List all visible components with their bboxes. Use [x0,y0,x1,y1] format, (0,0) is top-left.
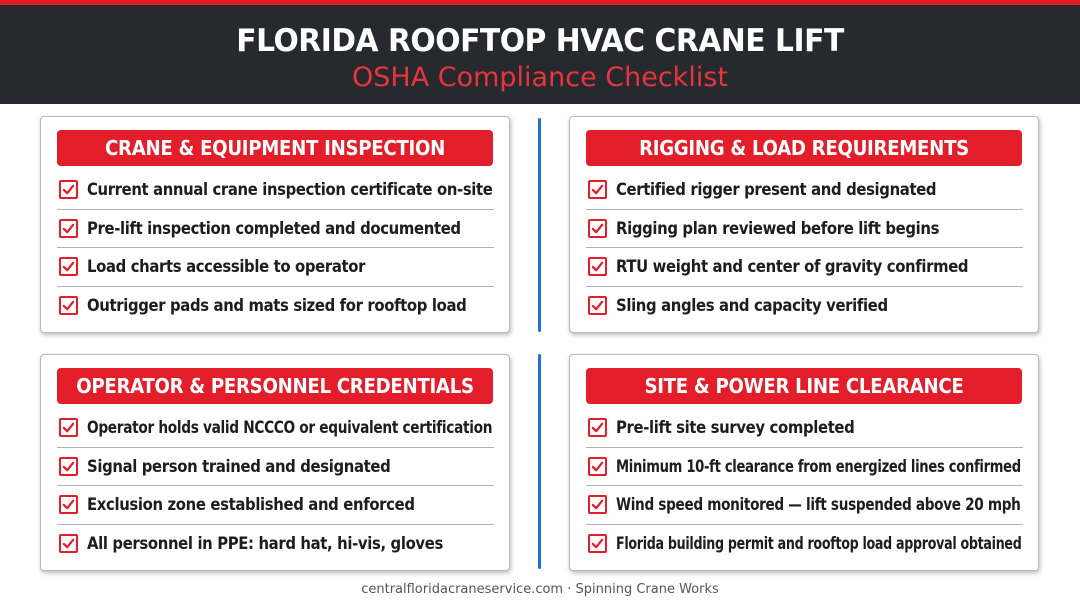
checklist-item-label: Rigging plan reviewed before lift begins [616,218,940,238]
checkbox-checked-icon[interactable] [588,219,607,238]
checklist-item[interactable] [57,210,494,249]
checkbox-checked-icon[interactable] [588,418,607,437]
checkbox-checked-icon[interactable] [59,418,78,437]
checklist-item-label: All personnel in PPE: hard hat, hi-vis, gloves [87,534,443,554]
checklist-item[interactable] [586,409,1023,448]
checklist-item-label: Outrigger pads and mats sized for rooftop load [87,296,467,316]
section-card-operator-personnel [40,354,510,571]
checklist-item-label: Signal person trained and designated [87,456,391,476]
checkbox-checked-icon[interactable] [59,534,78,553]
section-card-crane-equipment [40,116,510,333]
column-divider-bottom [538,354,541,569]
checkbox-checked-icon[interactable] [59,457,78,476]
checkbox-checked-icon[interactable] [59,296,78,315]
checklist-item[interactable] [586,248,1023,287]
checklist-item[interactable] [57,525,494,564]
checklist-item-label: Exclusion zone established and enforced [87,495,415,515]
checklist-item[interactable] [586,287,1023,326]
section-card-site-power-line [569,354,1039,571]
checklist-item-label: Sling angles and capacity verified [616,296,888,316]
checkbox-checked-icon[interactable] [59,219,78,238]
checklist-item[interactable] [57,409,494,448]
checklist-item[interactable] [586,171,1023,210]
section-card-rigging-load [569,116,1039,333]
checklist-item[interactable] [57,248,494,287]
section-title: CRANE & EQUIPMENT INSPECTION [57,130,493,166]
checklist-item-label: Operator holds valid NCCCO or equivalent certification [87,418,493,438]
page-title: FLORIDA ROOFTOP HVAC CRANE LIFT [236,23,844,59]
section-title: OPERATOR & PERSONNEL CREDENTIALS [57,368,493,404]
checkbox-checked-icon[interactable] [59,495,78,514]
section-title: SITE & POWER LINE CLEARANCE [586,368,1022,404]
checklist [57,409,494,563]
checklist-item[interactable] [586,448,1023,487]
checklist-item[interactable] [57,171,494,210]
checklist [586,409,1023,563]
checklist-item-label: Pre-lift site survey completed [616,418,855,438]
checklist-item-label: Florida building permit and rooftop load approval obtained [616,534,1022,554]
checkbox-checked-icon[interactable] [59,257,78,276]
checkbox-checked-icon[interactable] [588,534,607,553]
column-divider-top [538,118,541,332]
page-header [0,0,1080,104]
checkbox-checked-icon[interactable] [588,180,607,199]
checklist [57,171,494,325]
checklist-item-label: Load charts accessible to operator [87,257,366,277]
checklist-item-label: Wind speed monitored — lift suspended above 20 mph [616,495,1021,515]
checklist-item[interactable] [586,486,1023,525]
checklist-item-label: Certified rigger present and designated [616,180,937,200]
checklist-item[interactable] [57,486,494,525]
checklist-item-label: RTU weight and center of gravity confirmed [616,257,969,277]
section-title: RIGGING & LOAD REQUIREMENTS [586,130,1022,166]
checkbox-checked-icon[interactable] [588,296,607,315]
checklist-item[interactable] [57,448,494,487]
checkbox-checked-icon[interactable] [59,180,78,199]
checklist-item[interactable] [586,210,1023,249]
checkbox-checked-icon[interactable] [588,495,607,514]
checklist-item-label: Pre-lift inspection completed and documented [87,218,461,238]
checklist-item-label: Minimum 10-ft clearance from energized lines confirmed [616,456,1021,476]
footer-credit[interactable]: centralfloridacraneservice.com · Spinning Crane Works [361,582,719,597]
checkbox-checked-icon[interactable] [588,257,607,276]
checklist-item[interactable] [57,287,494,326]
page-subtitle: OSHA Compliance Checklist [352,62,728,93]
checklist-item[interactable] [586,525,1023,564]
checklist [586,171,1023,325]
checklist-item-label: Current annual crane inspection certificate on-site [87,180,493,200]
checkbox-checked-icon[interactable] [588,457,607,476]
